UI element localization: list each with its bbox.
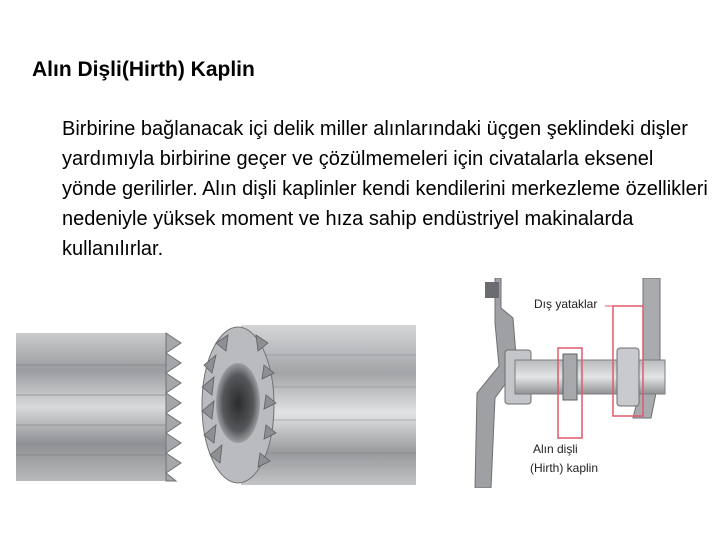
label-outer-bearings: Dış yataklar — [534, 297, 598, 311]
label-coupling-line1: Alın dişli — [533, 442, 578, 456]
label-coupling-line2: (Hirth) kaplin — [530, 461, 599, 475]
slide-title: Alın Dişli(Hirth) Kaplin — [32, 58, 255, 81]
hirth-coupling-photo — [16, 325, 416, 485]
slide-paragraph: Birbirine bağlanacak içi delik miller alınlarındaki üçgen şeklindeki dişler yardımıyla birbirine geçer ve çözülmemeleri için civatalarla eksenel yönde gerilirler. Alın dişli kaplinler kendi kendilerini merkezleme özellikleri nedeniyle yüksek moment ve hıza sahip endüstriyel makinalarda kullanılırlar. — [62, 118, 708, 260]
